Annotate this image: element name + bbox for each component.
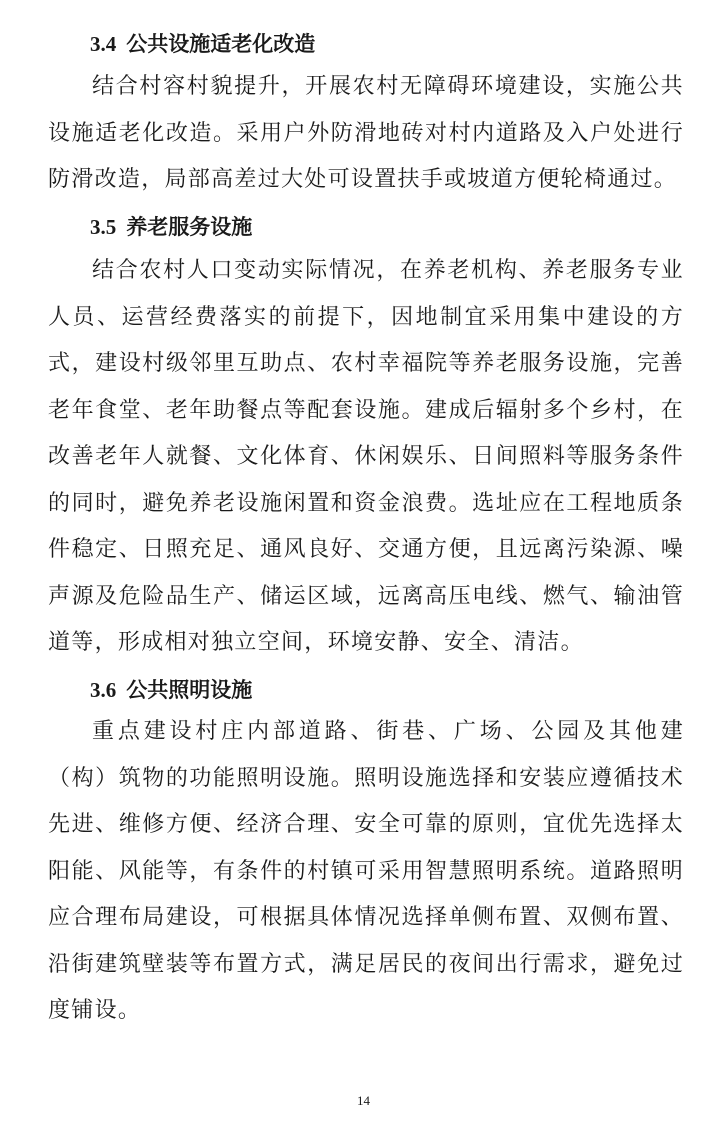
section-title: 公共设施适老化改造 [126, 31, 316, 56]
section-number: 3.4 [90, 32, 117, 56]
section-paragraph-3-6: 重点建设村庄内部道路、街巷、广场、公园及其他建（构）筑物的功能照明设施。照明设施选择和安装应遵循技术先进、维修方便、经济合理、安全可靠的原则，宜优先选择太阳能、风能等，有条件的村镇可采用智慧照明系统。道路照明应合理布局建设，可根据具体情况选择单侧布置、双侧布置、沿街建筑壁装等布置方式，满足居民的夜间出行需求，避免过度铺设。 [48, 719, 684, 1023]
page-number: 14 [357, 1093, 370, 1108]
section-title: 养老服务设施 [126, 214, 253, 239]
section-title: 公共照明设施 [126, 677, 253, 702]
section-heading-3-4 [90, 30, 315, 58]
section-paragraph-3-5: 结合农村人口变动实际情况，在养老机构、养老服务专业人员、运营经费落实的前提下，因地制宜采用集中建设的方式，建设村级邻里互助点、农村幸福院等养老服务设施，完善老年食堂、老年助餐点等配套设施。建成后辐射多个乡村，在改善老年人就餐、文化体育、休闲娱乐、日间照料等服务条件的同时，避免养老设施闲置和资金浪费。选址应在工程地质条件稳定、日照充足、通风良好、交通方便，且远离污染源、噪声源及危险品生产、储运区域，远离高压电线、燃气、输油管道等，形成相对独立空间，环境安静、安全、清洁。 [48, 258, 684, 655]
section-heading-3-6 [90, 676, 252, 704]
section-number: 3.5 [90, 215, 117, 239]
section-number: 3.6 [90, 678, 117, 702]
section-heading-3-5 [90, 213, 252, 241]
section-paragraph-3-4: 结合村容村貌提升，开展农村无障碍环境建设，实施公共设施适老化改造。采用户外防滑地砖对村内道路及入户处进行防滑改造，局部高差过大处可设置扶手或坡道方便轮椅通过。 [48, 74, 684, 192]
